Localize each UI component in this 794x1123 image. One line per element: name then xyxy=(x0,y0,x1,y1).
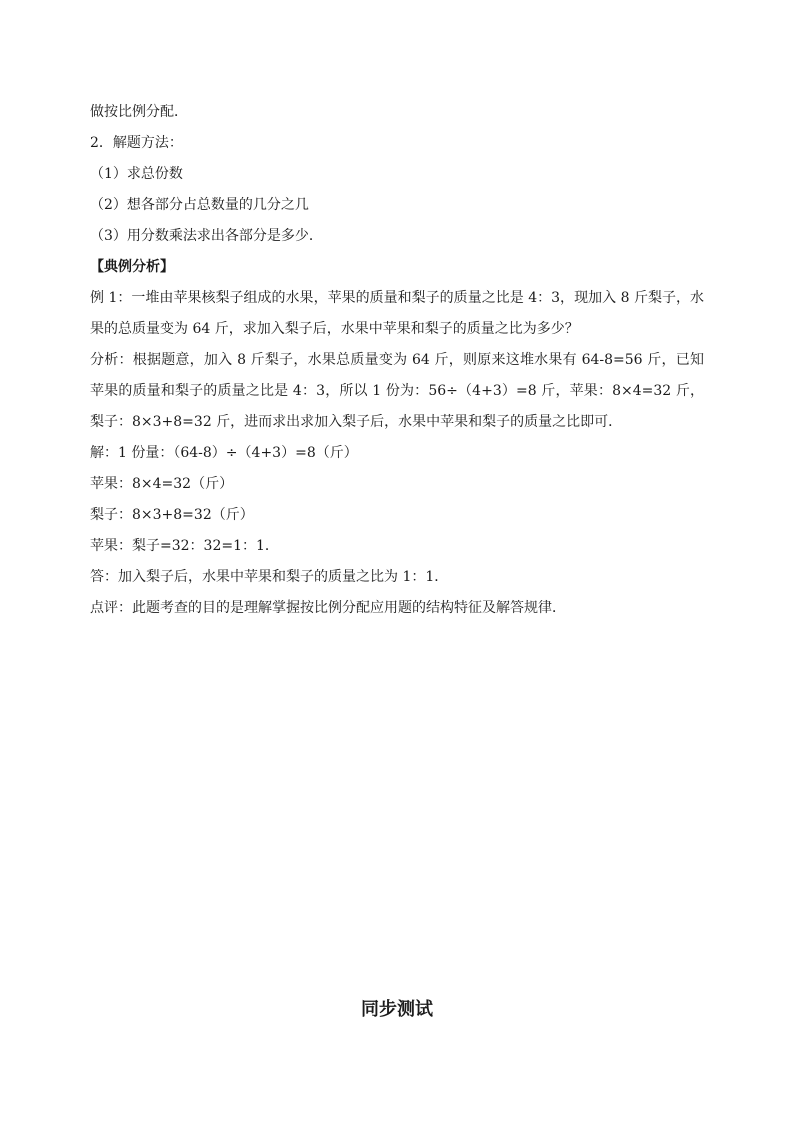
text-line: （2）想各部分占总数量的几分之几 xyxy=(90,197,309,213)
solution-line: 苹果：8×4=32（斤） xyxy=(90,476,234,492)
section-title: 同步测试 xyxy=(361,999,433,1020)
solution-line: 苹果：梨子=32：32=1：1． xyxy=(90,538,279,554)
document-body xyxy=(90,97,704,624)
text-line: 做按比例分配． xyxy=(90,104,188,120)
text-line: （3）用分数乘法求出各部分是多少． xyxy=(90,228,323,244)
text-line: 2．解题方法： xyxy=(90,135,183,151)
example-analysis: 分析：根据题意，加入 8 斤梨子，水果总质量变为 64 斤，则原来这堆水果有 64-8=56 斤，已知苹果的质量和梨子的质量之比是 4：3，所以 1 份为：56÷（4+3）=8 斤，苹果：8×4=32 斤，梨子：8×3+8=32 斤，进而求出求加入梨子后，水果中苹果和梨子的质量之比即可． xyxy=(90,352,704,430)
solution-line: 梨子：8×3+8=32（斤） xyxy=(90,507,254,523)
text-line: （1）求总份数 xyxy=(90,166,183,182)
answer-line: 答：加入梨子后，水果中苹果和梨子的质量之比为 1：1． xyxy=(90,569,449,585)
example-question: 例 1：一堆由苹果核梨子组成的水果，苹果的质量和梨子的质量之比是 4：3，现加入 8 斤梨子，水果的总质量变为 64 斤，求加入梨子后，水果中苹果和梨子的质量之比为多少？ xyxy=(90,290,704,337)
section-heading: 【典例分析】 xyxy=(90,259,174,275)
comment-line: 点评：此题考查的目的是理解掌握按比例分配应用题的结构特征及解答规律． xyxy=(90,600,566,616)
solution-line: 解：1 份量：（64-8）÷（4+3）=8（斤） xyxy=(90,445,358,461)
